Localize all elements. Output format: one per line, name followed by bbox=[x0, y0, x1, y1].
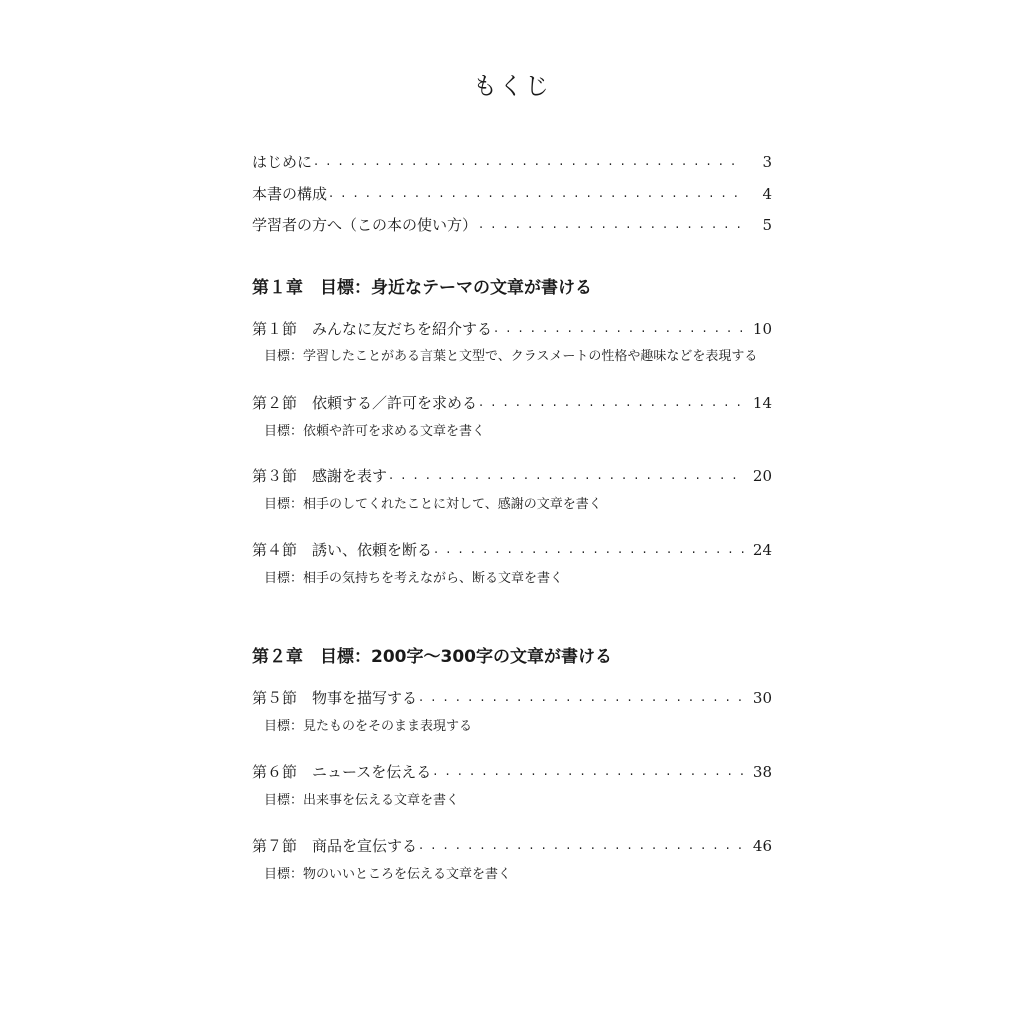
toc-entry-label: 学習者の方へ（この本の使い方） bbox=[252, 216, 478, 234]
toc-entry-section-5[interactable] bbox=[252, 688, 772, 708]
toc-entry-section-6[interactable] bbox=[252, 762, 772, 782]
toc-entry-page: 30 bbox=[752, 689, 772, 707]
leader-dots bbox=[433, 762, 744, 782]
leader-dots bbox=[494, 319, 744, 339]
page-title: もくじ bbox=[473, 72, 551, 100]
toc-entry-label: 第１節 みんなに友だちを紹介する bbox=[252, 320, 493, 338]
toc-entry-label: 第２節 依頼する／許可を求める bbox=[252, 394, 478, 412]
leader-dots bbox=[314, 152, 744, 172]
toc-entry-page: 3 bbox=[762, 153, 772, 171]
toc-entry-section-7[interactable] bbox=[252, 836, 772, 856]
section-goal: 目標：出来事を伝える文章を書く bbox=[264, 793, 460, 808]
leader-dots bbox=[389, 466, 744, 486]
toc-entry-section-1[interactable] bbox=[252, 319, 772, 339]
section-goal: 目標：見たものをそのまま表現する bbox=[264, 719, 473, 734]
leader-dots bbox=[419, 688, 744, 708]
toc-entry-page: 24 bbox=[752, 541, 772, 559]
toc-entry-page: 10 bbox=[752, 320, 772, 338]
section-goal: 目標：学習したことがある言葉と文型で、クラスメートの性格や趣味などを表現する bbox=[264, 349, 758, 364]
leader-dots bbox=[434, 540, 744, 560]
toc-entry-label: 本書の構成 bbox=[252, 185, 328, 203]
toc-entry-page: 4 bbox=[762, 185, 772, 203]
toc-entry-label: 第５節 物事を描写する bbox=[252, 689, 418, 707]
section-goal: 目標：相手のしてくれたことに対して、感謝の文章を書く bbox=[264, 497, 602, 512]
section-goal: 目標：相手の気持ちを考えながら、断る文章を書く bbox=[264, 571, 564, 586]
toc-entry-page: 5 bbox=[762, 216, 772, 234]
section-goal: 目標：物のいいところを伝える文章を書く bbox=[264, 867, 512, 882]
toc-entry-section-3[interactable] bbox=[252, 466, 772, 486]
toc-entry-page: 14 bbox=[752, 394, 772, 412]
toc-entry-page: 38 bbox=[752, 763, 772, 781]
toc-entry-page: 46 bbox=[752, 837, 772, 855]
toc-entry-structure[interactable] bbox=[252, 184, 772, 204]
chapter-heading-1[interactable]: 第１章 目標：身近なテーマの文章が書ける bbox=[252, 278, 592, 298]
toc-entry-section-4[interactable] bbox=[252, 540, 772, 560]
toc-entry-label: 第３節 感謝を表す bbox=[252, 467, 388, 485]
leader-dots bbox=[479, 393, 744, 413]
chapter-heading-2[interactable]: 第２章 目標：200字〜300字の文章が書ける bbox=[252, 647, 612, 667]
leader-dots bbox=[479, 215, 744, 235]
toc-entry-for-learners[interactable] bbox=[252, 215, 772, 235]
section-goal: 目標：依頼や許可を求める文章を書く bbox=[264, 424, 486, 439]
toc-entry-label: はじめに bbox=[252, 153, 313, 171]
toc-entry-label: 第４節 誘い、依頼を断る bbox=[252, 541, 433, 559]
toc-entry-hajimeni[interactable] bbox=[252, 152, 772, 172]
toc-entry-label: 第７節 商品を宣伝する bbox=[252, 837, 418, 855]
toc-entry-label: 第６節 ニュースを伝える bbox=[252, 763, 432, 781]
toc-entry-section-2[interactable] bbox=[252, 393, 772, 413]
leader-dots bbox=[329, 184, 744, 204]
toc-entry-page: 20 bbox=[752, 467, 772, 485]
leader-dots bbox=[419, 836, 744, 856]
